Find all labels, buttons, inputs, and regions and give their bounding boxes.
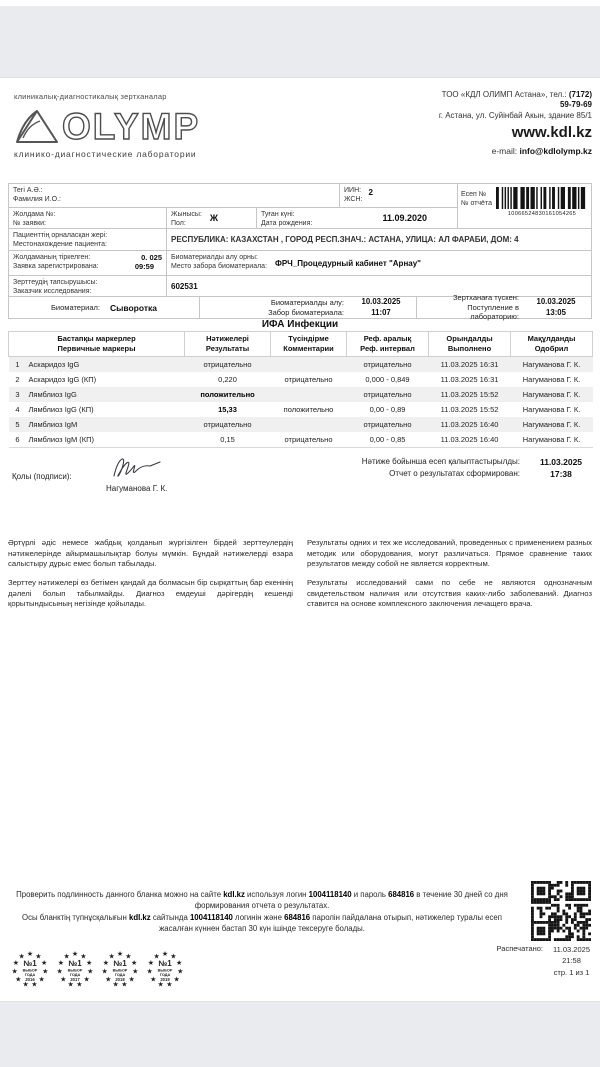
award-badge	[100, 944, 140, 992]
svg-text:★: ★	[60, 976, 67, 984]
svg-text:★: ★	[35, 953, 42, 961]
svg-text:★: ★	[12, 960, 20, 967]
website-link[interactable]: kdl.kz	[128, 912, 151, 922]
customer-value-cell	[166, 276, 591, 296]
results-section-title: ИФА Инфекции	[261, 319, 339, 330]
svg-text:★: ★	[26, 950, 34, 958]
svg-text:★: ★	[15, 976, 22, 984]
lab-contacts	[327, 90, 592, 157]
phone-number: 59-79-69	[559, 100, 592, 110]
lab-address: г. Астана, ул. Суйінбай Акын, здание 85/1	[438, 110, 592, 120]
registered-date: 0. 025	[141, 253, 162, 262]
website-link[interactable]: www.kdl.kz	[511, 124, 592, 142]
collection-site-value: ФРЧ_Процедурный кабинет "Арнау"	[275, 258, 421, 268]
customer-label-cell: Зерттеудің тапсырушысы: Заказчик исследования:	[13, 279, 98, 296]
logo-caption-kk: клиникалық-диагностикалық зертханалар	[14, 92, 167, 101]
olymp-triangle-icon	[14, 106, 60, 148]
collect-date: 10.03.2025	[361, 297, 401, 307]
report-number-box: Есеп № № отчёта 10066524830161054265	[457, 184, 591, 228]
svg-text:★: ★	[76, 981, 83, 989]
formed-date: 11.03.2025	[539, 457, 583, 467]
disclaimer-kk: Әртүрлі әдіс немесе жабдық қолданып жүргізілген бірдей зерттеулердің нәтижелерінде айырмашылықтар болуы мүмкін. Бұндай нәтижелерді өзара салыстыру дұрыс емес болып табылады. Зерттеу нәтижелері өз бетімен қандай да болмасын бір сырқаттың бар екенінің дәлелі болып табылмайды. Диагноз емдеуші дәрігердің кешенді қорытындысының негізінде қойылады.	[8, 538, 293, 609]
svg-text:2017: 2017	[70, 977, 80, 982]
registered-cell: Жолдаманың тіркелген: 0. 025 Заявка зарегистрирована: 09:59	[13, 253, 162, 272]
award-badge	[10, 944, 50, 992]
svg-text:ГОДА: ГОДА	[69, 973, 81, 977]
email-address[interactable]: info@kdlolymp.kz	[519, 145, 592, 156]
svg-text:★: ★	[121, 981, 128, 989]
email-line: e-mail: info@kdlolymp.kz	[491, 145, 592, 156]
svg-text:★: ★	[157, 981, 164, 989]
collect-time: 11:07	[371, 307, 391, 317]
svg-text:ГОДА: ГОДА	[114, 973, 126, 977]
svg-text:★: ★	[11, 968, 18, 976]
svg-text:★: ★	[161, 950, 169, 958]
col-results: Нәтижелері Результаты	[185, 332, 271, 357]
printed-label: Распечатано:	[496, 944, 544, 953]
signature-image	[104, 448, 188, 484]
svg-text:★: ★	[150, 976, 157, 984]
report-formed-block: Нәтиже бойынша есеп қалыптастырылды: Отчет о результатах сформирован: 11.03.2025 17:38	[362, 456, 592, 481]
iin-value: 2	[368, 188, 373, 197]
registered-time: 09:59	[134, 262, 154, 272]
svg-text:★: ★	[108, 953, 115, 961]
svg-text:ГОДА: ГОДА	[24, 973, 36, 977]
biomaterial-cell: Биоматериал: Сыворотка	[51, 302, 157, 313]
svg-text:★: ★	[132, 968, 139, 976]
svg-text:ВЫБОР: ВЫБОР	[112, 968, 128, 973]
location-label-cell: Пациенттің орналасқан жері: Местонахождение пациента:	[13, 232, 108, 249]
svg-text:★: ★	[18, 953, 25, 961]
svg-text:★: ★	[31, 981, 38, 989]
svg-text:★: ★	[85, 960, 93, 967]
svg-text:ГОДА: ГОДА	[159, 973, 171, 977]
svg-text:2016: 2016	[25, 977, 35, 982]
report-number: 10066524830161054265	[507, 211, 577, 217]
results-header-row	[9, 332, 593, 357]
svg-text:№1: №1	[68, 959, 82, 968]
col-markers: Бастапқы маркерлер Первичные маркеры	[9, 332, 185, 357]
logo-caption-ru: клинико-диагностические лаборатории	[14, 149, 197, 159]
biomaterial-row	[8, 292, 592, 322]
svg-text:2018: 2018	[115, 977, 125, 982]
svg-text:★: ★	[130, 960, 138, 967]
qr-code	[531, 881, 591, 941]
table-row: 3 Лямблиоз IgG положительно отрицательно 11.03.2025 15:52 Нагуманова Г. К.	[9, 387, 593, 402]
col-comments: Түсіндірме Комментарии	[271, 332, 347, 357]
svg-text:★: ★	[102, 960, 110, 967]
svg-text:★: ★	[56, 968, 63, 976]
svg-text:★: ★	[40, 960, 48, 967]
collection-time-cell: Биоматериалды алу: Забор биоматериала: 10.03.2025 11:07	[199, 297, 416, 318]
sex-value: Ж	[209, 213, 219, 223]
svg-text:ВЫБОР: ВЫБОР	[22, 968, 38, 973]
photo-margin-top	[0, 6, 600, 78]
svg-text:★: ★	[42, 968, 49, 976]
signature-block	[8, 452, 592, 504]
svg-text:★: ★	[22, 981, 29, 989]
col-approved: Мақұлданды Одобрил	[511, 332, 593, 357]
svg-text:★: ★	[67, 981, 74, 989]
printed-time: 21:58	[562, 956, 581, 966]
award-badge	[145, 944, 185, 992]
patient-info-grid	[8, 183, 592, 297]
location-value: РЕСПУБЛИКА: КАЗАХСТАН , ГОРОД РЕСП.ЗНАЧ.: АСТАНА, УЛИЦА: АЛ ФАРАБИ, ДОМ: 4	[166, 229, 591, 250]
sex-cell: Жынысы: Пол: Ж	[166, 208, 256, 228]
phone-code: (7172)	[568, 90, 592, 99]
svg-text:★: ★	[101, 968, 108, 976]
disclaimer-section	[8, 538, 592, 618]
biomaterial-value: Сыворотка	[109, 302, 157, 313]
results-table	[8, 331, 593, 448]
olymp-wordmark	[60, 104, 215, 148]
svg-text:ВЫБОР: ВЫБОР	[157, 968, 173, 973]
svg-text:★: ★	[57, 960, 65, 967]
org-phone-line: ТОО «КДЛ ОЛИМП Астана», тел.: (7172)	[441, 90, 592, 99]
award-badges	[10, 944, 185, 992]
disclaimer-ru: Результаты одних и тех же исследований, проведенных с применением разных методик или оборудования, могут различаться. Прямое сравнение таких результатов между собой не является корректным. Результаты исследований сами по себе не являются однозначным свидетельством наличия или отсутствия каких-либо заболеваний. Диагноз ставится на основе комплексного заключения лечащего врача.	[307, 538, 592, 609]
password-value: 684816	[284, 912, 311, 922]
svg-text:★: ★	[105, 976, 112, 984]
received-date: 10.03.2025	[536, 297, 576, 307]
svg-text:★: ★	[125, 953, 132, 961]
svg-text:★: ★	[80, 953, 87, 961]
award-badge	[55, 944, 95, 992]
svg-text:★: ★	[170, 953, 177, 961]
login-value: 1004118140	[308, 890, 352, 899]
svg-text:№1: №1	[158, 959, 172, 968]
svg-text:№1: №1	[23, 959, 37, 968]
logo-name-text: OLYMP	[62, 106, 201, 147]
svg-text:★: ★	[128, 976, 135, 984]
svg-text:★: ★	[146, 968, 153, 976]
printed-date: 11.03.2025	[553, 945, 590, 954]
svg-text:★: ★	[83, 976, 90, 984]
report-barcode	[496, 187, 588, 209]
svg-text:★: ★	[175, 960, 183, 967]
approver-name: Нагуманова Г. К.	[106, 484, 168, 493]
svg-text:№1: №1	[113, 959, 127, 968]
birthdate-value: 11.09.2020	[382, 213, 427, 223]
customer-value: 602531	[171, 281, 198, 291]
patient-name-cell: Тегі А.Ә.: Фамилия И.О.:	[13, 187, 61, 204]
print-info	[497, 944, 590, 978]
col-ref-interval: Реф. аралық Реф. интервал	[347, 332, 429, 357]
signature-label: Қолы (подписи):	[12, 472, 72, 481]
svg-text:★: ★	[87, 968, 94, 976]
svg-text:ВЫБОР: ВЫБОР	[67, 968, 83, 973]
svg-text:★: ★	[147, 960, 155, 967]
table-row: 5 Лямблиоз IgM отрицательно отрицательно 11.03.2025 16:40 Нагуманова Г. К.	[9, 417, 593, 432]
password-value: 684816	[388, 890, 415, 899]
svg-text:★: ★	[173, 976, 180, 984]
svg-text:★: ★	[63, 953, 70, 961]
svg-text:2019: 2019	[160, 977, 170, 982]
table-row: 6 Лямблиоз IgM (КП) 0,15 отрицательно 0,00 - 0,85 11.03.2025 16:40 Нагуманова Г. К.	[9, 432, 593, 448]
lab-logo	[14, 92, 234, 159]
svg-text:★: ★	[112, 981, 119, 989]
received-time: 13:05	[546, 307, 566, 317]
svg-text:★: ★	[177, 968, 184, 976]
referral-cell: Жолдама №: № заявки:	[13, 211, 56, 228]
svg-text:★: ★	[116, 950, 124, 958]
table-row: 2 Аскаридоз IgG (КП) 0,220 отрицательно 0,000 - 0,849 11.03.2025 16:31 Нагуманова Г. К.	[15, 374, 581, 384]
col-performed: Орындалды Выполнено	[429, 332, 511, 357]
svg-text:★: ★	[153, 953, 160, 961]
svg-text:★: ★	[166, 981, 173, 989]
verification-note: Проверить подлинность данного бланка можно на сайте kdl.kz используя логин 1004118140 и пароль 684816 в течение 30 дней со дня формирования отчета о результатах. Осы бланктің түпнұсқалығын kdl.kz сайтында 1004118140 логинін және 684816 паролін пайдалана отырып, нәтижелер туралы есеп жасалған күннен бастап 30 күн ішінде тексеруге болады.	[16, 890, 508, 933]
svg-text:★: ★	[71, 950, 79, 958]
patient-iin-cell: ИИН: ЖСН: 2	[339, 184, 457, 207]
lab-received-cell: Зертханаға түскен: Поступление в лабораторию: 10.03.2025 13:05	[416, 297, 591, 318]
svg-text:★: ★	[38, 976, 45, 984]
formed-time: 17:38	[550, 469, 572, 480]
birthdate-cell: Туған күні: Дата рождения: 11.09.2020	[256, 208, 457, 228]
website-link[interactable]: kdl.kz	[223, 890, 245, 899]
login-value: 1004118140	[189, 912, 233, 922]
table-row: 1 Аскаридоз IgG отрицательно отрицательно 11.03.2025 16:31 Нагуманова Г. К.	[9, 356, 593, 372]
table-row: 4 Лямблиоз IgG (КП) 15,33 положительно 0,00 - 0,89 11.03.2025 15:52 Нагуманова Г. К.	[15, 404, 581, 414]
photo-margin-bottom	[0, 1001, 600, 1067]
collection-site-cell: Биоматериалды алу орны: Место забора биоматериала: ФРЧ_Процедурный кабинет "Арнау"	[166, 251, 591, 275]
page-indicator: стр. 1 из 1	[553, 967, 590, 977]
